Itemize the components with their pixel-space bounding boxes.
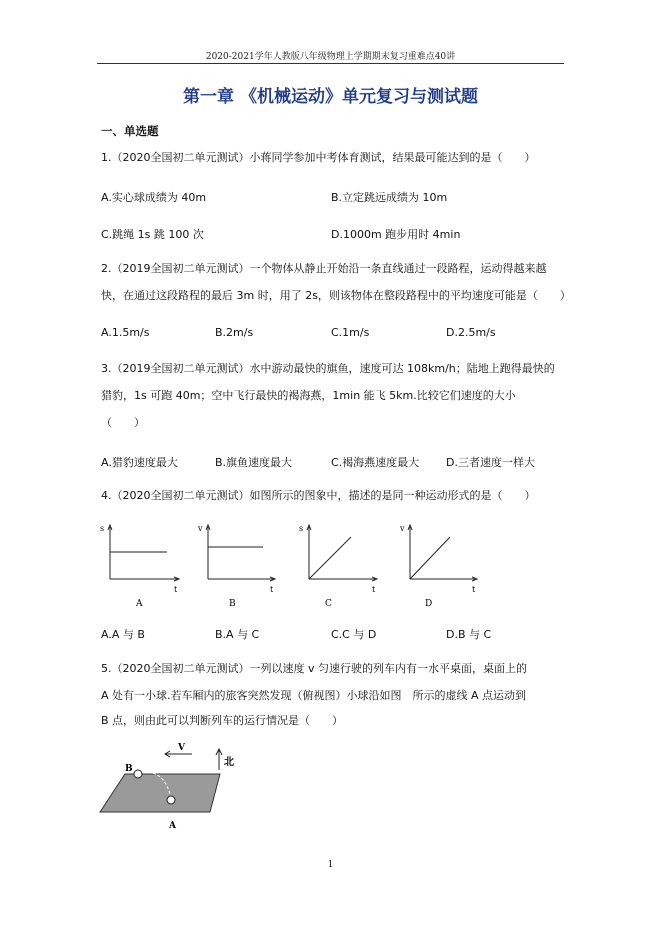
q2-option-a: A.1.5m/s xyxy=(101,326,150,339)
q4-graph-d-xlabel: t xyxy=(472,585,476,594)
q1-option-c: C.跳绳 1s 跳 100 次 xyxy=(101,228,204,241)
q3-stem-line2: 猎豹，1s 可跑 40m；空中飞行最快的褐海燕，1min 能飞 5km.比较它们速度的大小 xyxy=(101,389,516,402)
q4-graph-d-caption: D xyxy=(425,599,433,609)
q1-stem: 1.（2020全国初二单元测试）小蒋同学参加中考体育测试，结果最可能达到的是（ ） xyxy=(101,151,536,164)
page-title: 第一章 《机械运动》单元复习与测试题 xyxy=(183,87,478,107)
q4-graph-d xyxy=(399,524,477,609)
q4-option-b: B.A 与 C xyxy=(215,628,260,641)
q4-graph-c-xlabel: t xyxy=(372,585,376,594)
header-divider xyxy=(97,63,564,64)
page-number: 1 xyxy=(327,860,334,870)
q3-option-a: A.猎豹速度最大 xyxy=(101,456,178,469)
q1-option-b: B.立定跳远成绩为 10m xyxy=(331,191,448,204)
q5-table-figure xyxy=(95,740,245,835)
q4-graph-c-ylabel: s xyxy=(299,524,304,533)
q4-graph-b-caption: B xyxy=(229,599,236,609)
q4-graph-a xyxy=(100,524,179,609)
velocity-label: V xyxy=(178,743,185,753)
page-header: 2020-2021学年人教版八年级物理上学期期末复习重难点40讲 xyxy=(205,52,456,62)
ball-at-b xyxy=(134,770,142,778)
q4-graph-a-ylabel: s xyxy=(100,524,105,533)
q2-stem-line1: 2.（2019全国初二单元测试）一个物体从静止开始沿一条直线通过一段路程，运动得越来越 xyxy=(101,262,547,275)
q5-stem-line1: 5.（2020全国初二单元测试）一列以速度 v 匀速行驶的列车内有一水平桌面，桌面上的 xyxy=(101,662,527,675)
q2-option-b: B.2m/s xyxy=(215,326,254,339)
q4-graph-c-caption: C xyxy=(325,599,332,609)
q4-graphs-figure xyxy=(95,515,495,615)
q4-graph-c xyxy=(299,524,377,609)
label-b: B xyxy=(125,764,133,774)
q5-stem-line3: B 点，则由此可以判断列车的运行情况是（ ） xyxy=(101,714,344,727)
q3-option-b: B.旗鱼速度最大 xyxy=(215,456,293,469)
q4-graph-b xyxy=(197,524,275,609)
north-label: 北 xyxy=(224,757,234,768)
q4-graph-d-ylabel: v xyxy=(400,524,405,533)
q4-graph-a-xlabel: t xyxy=(174,585,178,594)
table-surface xyxy=(100,774,220,812)
section-heading: 一、单选题 xyxy=(101,124,159,138)
q4-stem: 4.（2020全国初二单元测试）如图所示的图象中，描述的是同一种运动形式的是（ ） xyxy=(101,489,536,502)
q2-stem-line2: 快，在通过这段路程的最后 3m 时，用了 2s，则该物体在整段路程中的平均速度可能是（ ） xyxy=(101,289,571,302)
q3-stem-line3: （ ） xyxy=(101,416,145,429)
q3-option-c: C.褐海燕速度最大 xyxy=(331,456,420,469)
label-a: A xyxy=(169,821,176,831)
q4-graph-b-ylabel: v xyxy=(198,524,203,533)
ball-at-a xyxy=(167,796,175,804)
q1-option-a: A.实心球成绩为 40m xyxy=(101,191,207,204)
q3-option-d: D.三者速度一样大 xyxy=(446,456,535,469)
q2-option-c: C.1m/s xyxy=(331,326,370,339)
q5-stem-line2: A 处有一小球.若车厢内的旅客突然发现（俯视图）小球沿如图 所示的虚线 A 点运动到 xyxy=(101,689,527,702)
q4-option-d: D.B 与 C xyxy=(446,628,492,641)
q4-option-c: C.C 与 D xyxy=(331,628,377,641)
q4-graph-b-xlabel: t xyxy=(270,585,274,594)
q4-graph-a-caption: A xyxy=(136,599,143,609)
q3-stem-line1: 3.（2019全国初二单元测试）水中游动最快的旗鱼，速度可达 108km/h；陆地上跑得最快的 xyxy=(101,362,555,375)
q2-option-d: D.2.5m/s xyxy=(446,326,496,339)
q4-option-a: A.A 与 B xyxy=(101,628,145,641)
q1-option-d: D.1000m 跑步用时 4min xyxy=(331,228,461,241)
